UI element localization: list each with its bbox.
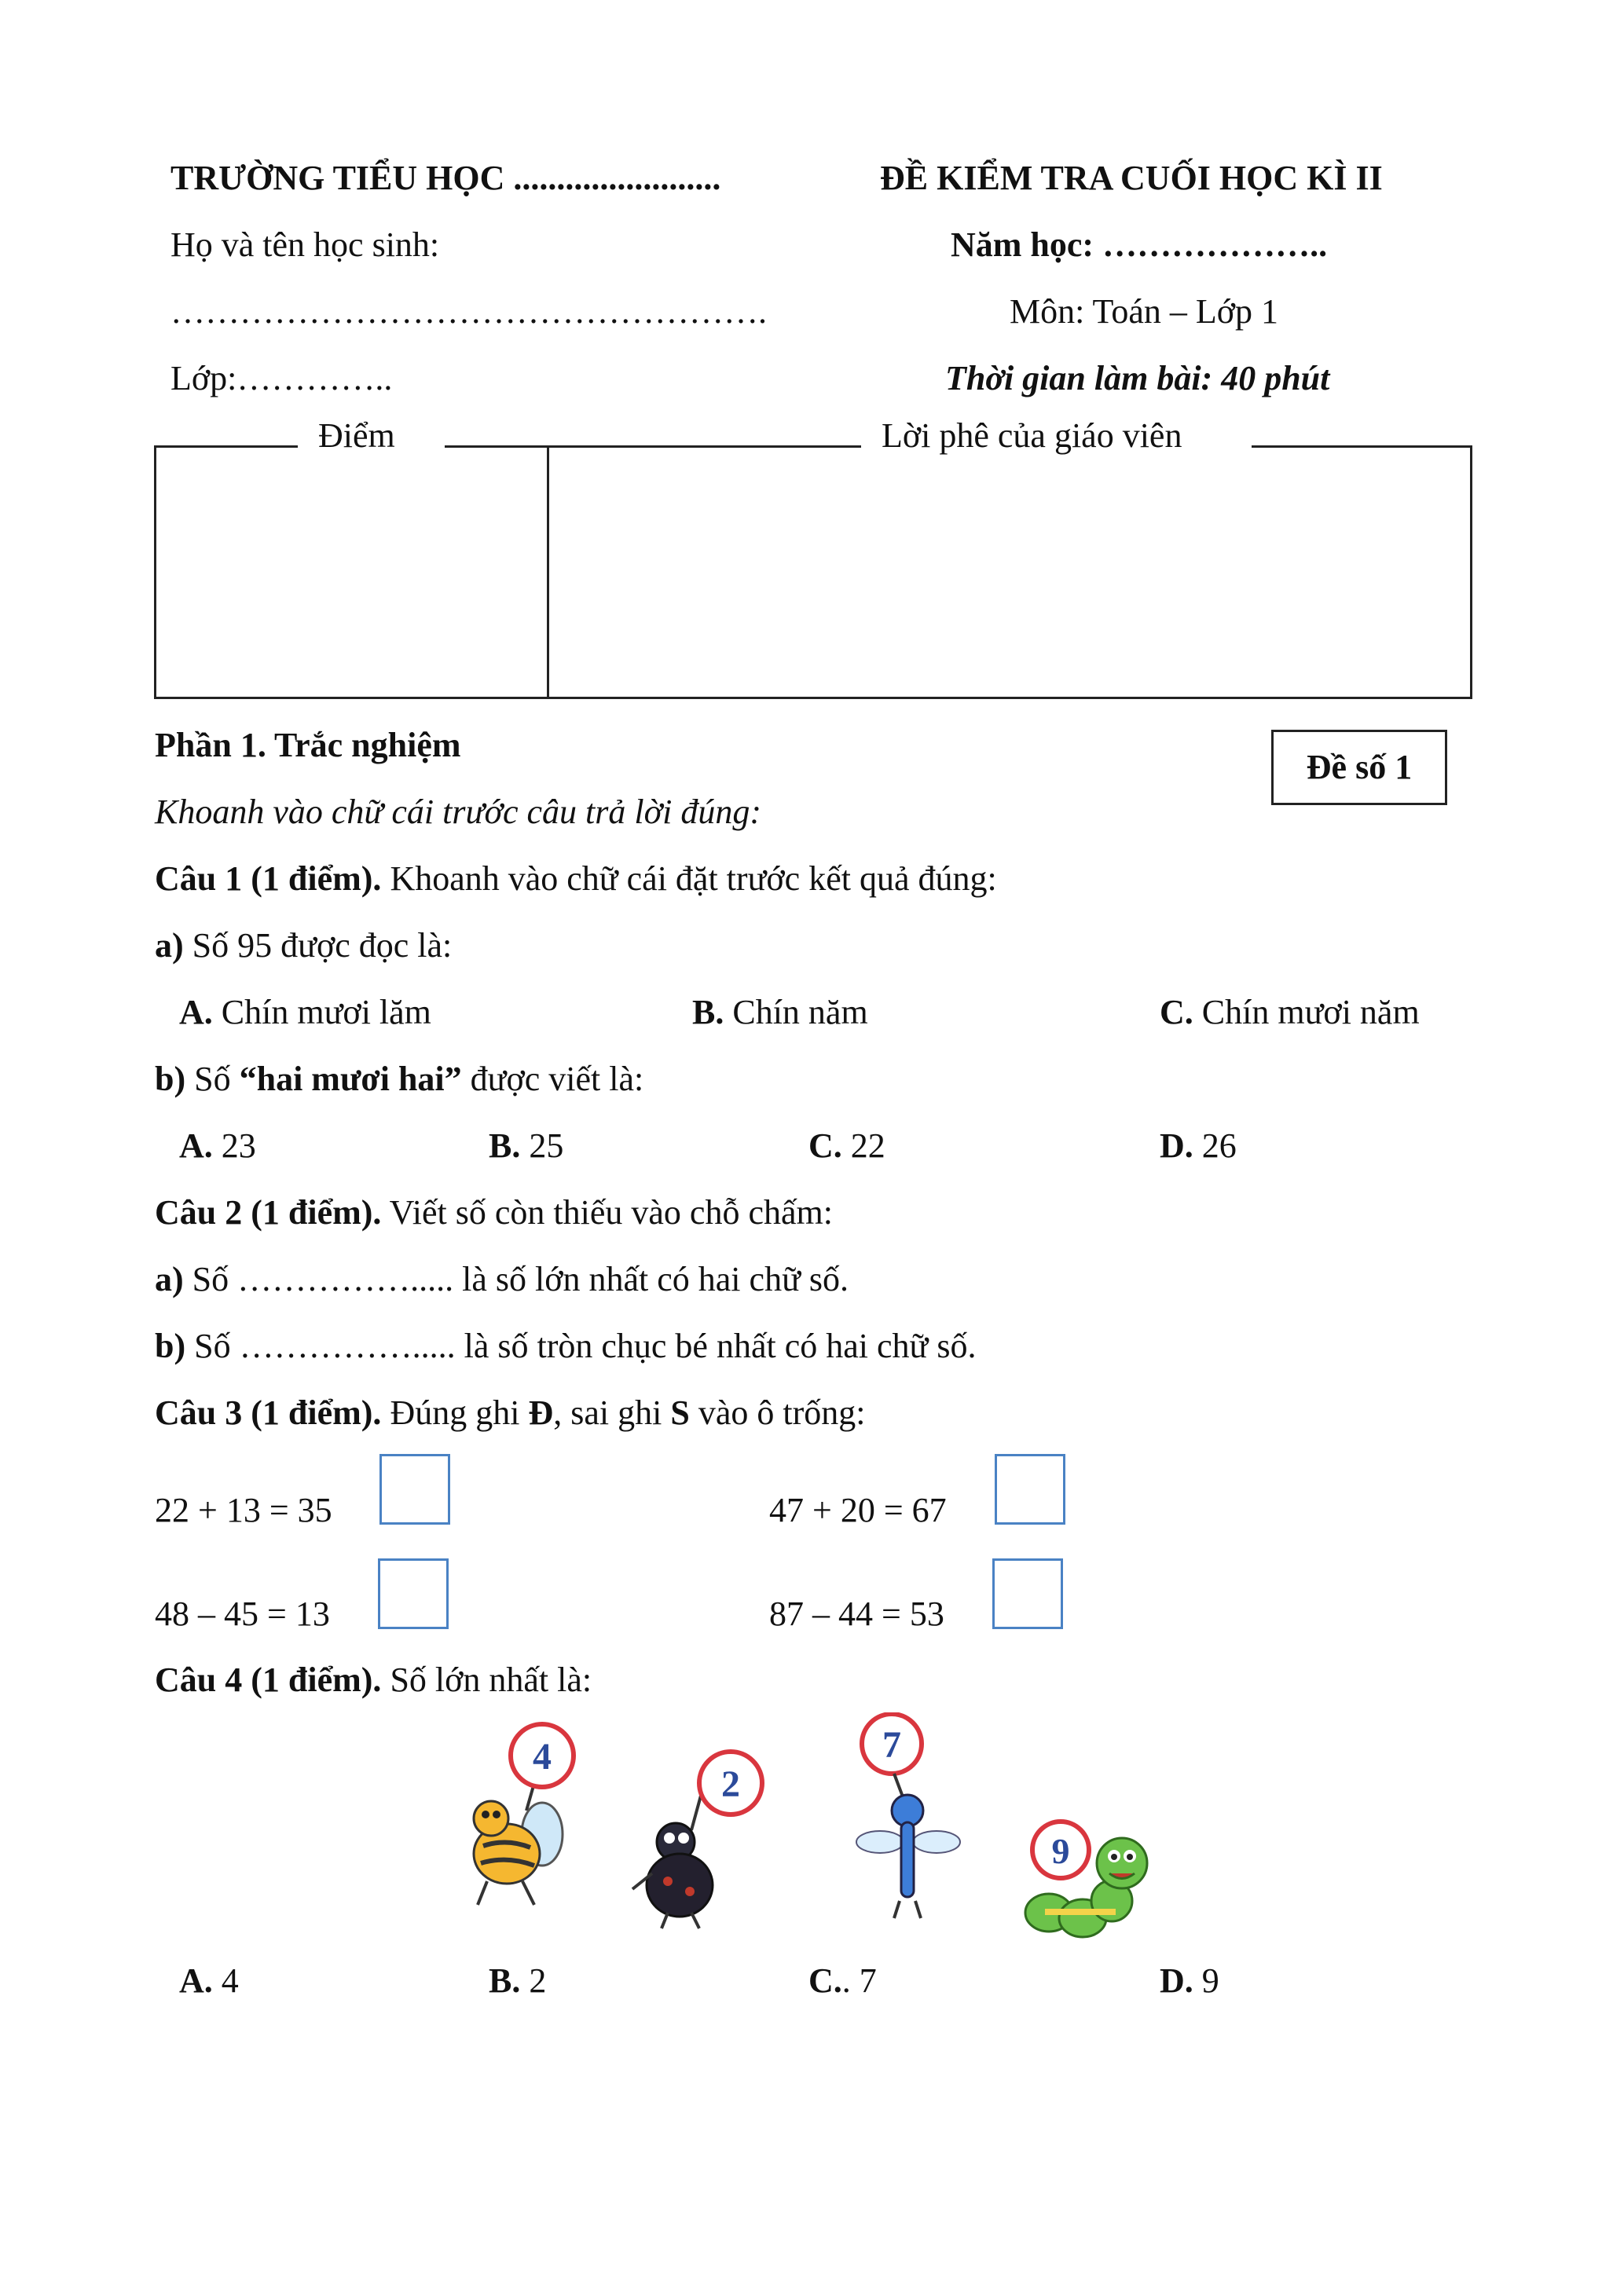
bubble-number: 2 <box>721 1763 740 1805</box>
q4-option-d[interactable] <box>1160 1960 1219 2002</box>
option-text: Chín năm <box>724 993 868 1031</box>
option-text: 2 <box>520 1961 547 2000</box>
option-text: 25 <box>520 1126 564 1165</box>
caterpillar-icon <box>1025 1822 1147 1937</box>
option-letter: A. <box>179 1126 213 1165</box>
student-name-label: Họ và tên học sinh: <box>170 225 440 264</box>
school-name: TRƯỜNG TIỂU HỌC ........................ <box>170 159 721 197</box>
q1b-option-d[interactable] <box>1160 1125 1237 1167</box>
q1a-option-c[interactable] <box>1160 991 1420 1034</box>
option-letter: D. <box>1160 1961 1193 2000</box>
q4-text: Số lớn nhất là: <box>381 1661 592 1699</box>
q3-text: , sai ghi <box>553 1393 671 1432</box>
option-letter: D. <box>1160 1126 1193 1165</box>
q3-equation-2: 47 + 20 = 67 <box>769 1491 947 1529</box>
q3-false-mark: S <box>670 1393 690 1432</box>
q1a-text: Số 95 được đọc là: <box>183 926 453 965</box>
q1b-option-b[interactable] <box>489 1125 563 1167</box>
q1-line <box>155 858 997 900</box>
q1a-line <box>155 925 452 967</box>
q1a-option-a[interactable] <box>179 991 431 1034</box>
exam-number-box <box>1271 730 1447 805</box>
part1-title: Phần 1. Trắc nghiệm <box>155 726 461 764</box>
q4-line <box>155 1659 592 1701</box>
subject-line: Môn: Toán – Lớp 1 <box>1010 292 1279 331</box>
option-text: . 7 <box>841 1961 877 2000</box>
q1a-label: a) <box>155 926 184 965</box>
q2b-text: Số ……………..... là số tròn chục bé nhất có hai chữ số. <box>185 1327 977 1365</box>
option-text: 9 <box>1193 1961 1219 2000</box>
table-right-border <box>1470 445 1472 699</box>
option-text: 23 <box>212 1126 256 1165</box>
q4-option-c[interactable] <box>808 1960 877 2002</box>
option-text: 26 <box>1193 1126 1237 1165</box>
score-label: Điểm <box>318 416 395 455</box>
option-text: Chín mươi năm <box>1193 993 1420 1031</box>
q1a-option-b[interactable] <box>692 991 868 1034</box>
q3-equation-4: 87 – 44 = 53 <box>769 1595 944 1633</box>
bubble-number: 7 <box>882 1724 901 1766</box>
ladybug-icon <box>632 1752 762 1928</box>
teacher-comment-cell[interactable] <box>549 448 1470 697</box>
q3-true-mark: Đ <box>528 1393 554 1432</box>
q3-answer-box-1[interactable] <box>379 1454 450 1525</box>
q3-answer-box-4[interactable] <box>992 1558 1063 1629</box>
bubble-number: 4 <box>533 1736 552 1778</box>
q3-answer-box-2[interactable] <box>995 1454 1065 1525</box>
q1b-number-words: “hai mươi hai” <box>239 1060 462 1098</box>
q4-option-a[interactable] <box>179 1960 239 2002</box>
q2a-label: a) <box>155 1260 184 1298</box>
q1b-text-post: được viết là: <box>461 1060 644 1098</box>
bubble-number: 9 <box>1051 1831 1070 1871</box>
q3-text: vào ô trống: <box>689 1393 866 1432</box>
q2a-text: Số ……………..... là số lớn nhất có hai chữ số. <box>183 1260 849 1298</box>
option-letter: B. <box>489 1126 521 1165</box>
exam-number: Đề số 1 <box>1306 748 1413 786</box>
option-letter: C. <box>1160 993 1193 1031</box>
option-letter: B. <box>489 1961 521 2000</box>
q2b-line[interactable] <box>155 1325 976 1368</box>
q4-option-b[interactable] <box>489 1960 546 2002</box>
bugs-illustration <box>440 1712 1179 1948</box>
q1b-text-pre: Số <box>185 1060 240 1098</box>
q2-line <box>155 1192 833 1234</box>
option-text: 4 <box>212 1961 239 2000</box>
dragonfly-icon <box>856 1714 960 1918</box>
q1b-option-a[interactable] <box>179 1125 256 1167</box>
bee-icon <box>474 1724 574 1905</box>
q3-equation-1: 22 + 13 = 35 <box>155 1491 332 1529</box>
time-limit: Thời gian làm bài: 40 phút <box>945 359 1330 397</box>
q1b-option-c[interactable] <box>808 1125 885 1167</box>
option-letter: B. <box>692 993 724 1031</box>
q3-line <box>155 1392 865 1434</box>
q2-heading: Câu 2 (1 điểm). <box>155 1193 382 1232</box>
q3-heading: Câu 3 (1 điểm). <box>155 1393 382 1432</box>
score-cell[interactable] <box>156 448 547 697</box>
school-year: Năm học: ……………….. <box>951 225 1328 264</box>
option-text: 22 <box>841 1126 885 1165</box>
option-text: Chín mươi lăm <box>212 993 431 1031</box>
q1b-line <box>155 1058 643 1100</box>
q2b-label: b) <box>155 1327 186 1365</box>
option-letter: C. <box>808 1126 842 1165</box>
q3-text: Đúng ghi <box>381 1393 529 1432</box>
option-letter: A. <box>179 993 213 1031</box>
q4-heading: Câu 4 (1 điểm). <box>155 1661 382 1699</box>
class-label: Lớp:………….. <box>170 359 393 397</box>
part1-instruction: Khoanh vào chữ cái trước câu trả lời đúng: <box>155 793 761 831</box>
table-bottom-border <box>154 697 1472 699</box>
q1-heading: Câu 1 (1 điểm). <box>155 859 382 898</box>
q3-equation-3: 48 – 45 = 13 <box>155 1595 330 1633</box>
q1b-label: b) <box>155 1060 186 1098</box>
option-letter: A. <box>179 1961 213 2000</box>
q2-text: Viết số còn thiếu vào chỗ chấm: <box>381 1193 833 1232</box>
option-letter: C. <box>808 1961 842 2000</box>
q3-answer-box-3[interactable] <box>378 1558 449 1629</box>
student-name-dots: ……………………………………………. <box>170 292 767 331</box>
exam-title: ĐỀ KIỂM TRA CUỐI HỌC KÌ II <box>880 159 1383 197</box>
q1-text: Khoanh vào chữ cái đặt trước kết quả đúng: <box>381 859 997 898</box>
q2a-line[interactable] <box>155 1258 849 1301</box>
teacher-comment-label: Lời phê của giáo viên <box>882 416 1182 455</box>
